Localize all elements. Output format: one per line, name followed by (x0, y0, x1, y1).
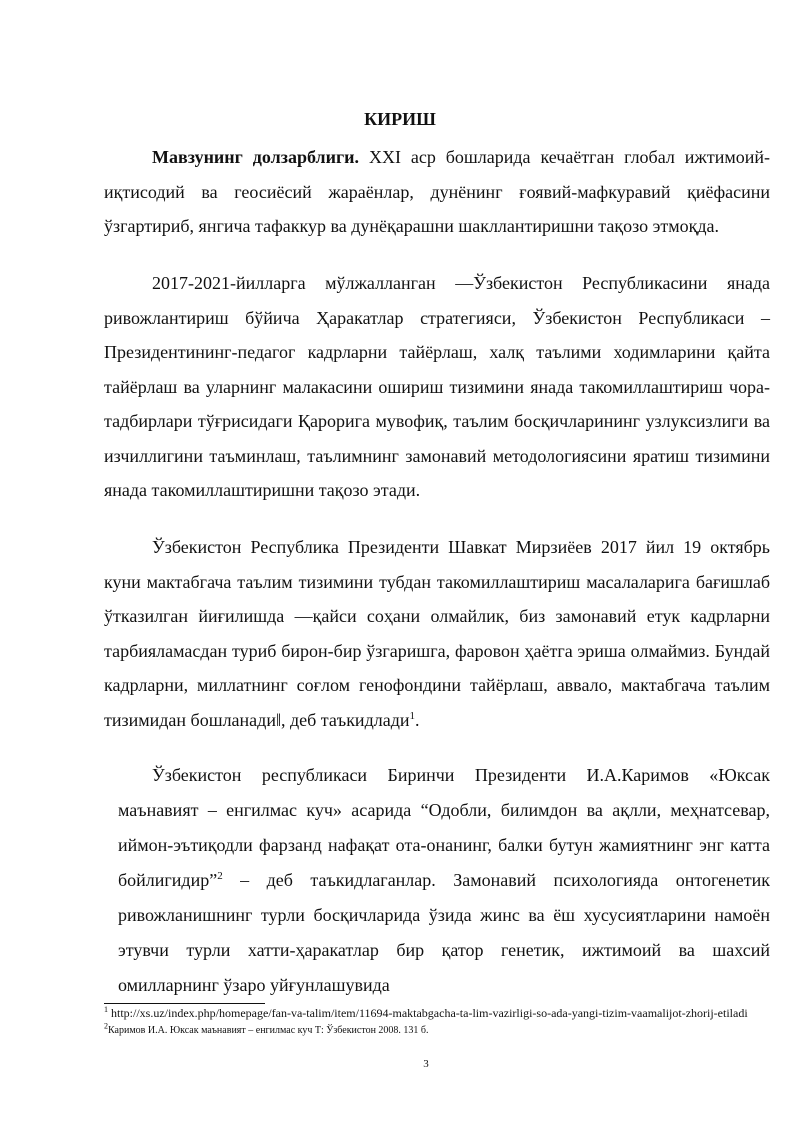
footnotes (104, 1006, 770, 1038)
paragraph-relevance (104, 140, 770, 244)
paragraph-text: XXI аср бошларида кечаётган глобал ижтимоий-иқтисодий ва геосиёсий жараёнлар, дунёнинг ғоявий-мафкуравий қиёфасини ўзгартириб, янгича тафаккур ва дунёқарашни шакллантиришни тақозо этмоқда. (104, 147, 770, 236)
paragraph-president-quote (104, 530, 770, 737)
paragraph-text-continued: – деб таъкидлаганлар. Замонавий психологияда онтогенетик ривожланишнинг турли босқичларида ўзида жинс ва ёш хусусиятларини намоён этувчи турли хатти-ҳаракатлар бир қатор генетик, ижтимоий ва шахсий омилларнинг ўзаро уйғунлашувида (118, 870, 770, 995)
paragraph-text: Ўзбекистон Республика Президенти Шавкат Мирзиёев 2017 йил 19 октябрь куни мактабгача таълим тизимини тубдан такомиллаштириш масалаларига бағишлаб ўтказилган йиғилишда ―қайси соҳани олмайлик, биз замонавий етук кадрларни тарбияламасдан туриб бирон-бир ўзгаришга, фаровон ҳаётга эриша олмаймиз. Бундай кадрларни, миллатнинг соғлом генофондини тайёрлаш, аввало, мактабгача таълим тизимидан бошланади‖, деб таъкидлади (104, 537, 770, 730)
footnote-text: http://xs.uz/index.php/homepage/fan-va-talim/item/11694-maktabgacha-ta-lim-vazirligi-so-ada-yangi-tizim-vaamalijot-zhorij-etiladi (108, 1006, 748, 1020)
paragraph-strategy: 2017-2021-йилларга мўлжалланган ―Ўзбекистон Республикасини янада ривожлантириш бўйича Ҳаракатлар стратегияси, Ўзбекистон Республикаси – Президентининг-педагог кадрларни тайёрлаш, халқ таълими ходимларини қайта тайёрлаш ва уларнинг малакасини ошириш тизимини янада такомиллаштириш чора-тадбирлари тўғрисидаги Қарорига мувофиқ, таълим босқичларининг узлуксизлиги ва изчиллигини таъминлаш, таълимнинг замонавий методологиясини яратиш тизимини янада такомиллаштиришни тақозо этади. (104, 273, 770, 500)
page-number: 3 (423, 1058, 429, 1070)
footnote-separator (104, 1003, 265, 1004)
paragraph-lead: Мавзунинг долзарблиги. (152, 147, 360, 167)
footnote-number: 1 (104, 1005, 108, 1014)
footnote-number: 2 (104, 1021, 108, 1031)
footnote-ref: 1 (409, 709, 415, 722)
footnote-2 (104, 1023, 770, 1038)
footnote-1 (104, 1006, 770, 1021)
footnote-ref: 2 (217, 870, 223, 882)
paragraph-karimov-quote (118, 758, 770, 1003)
section-heading: КИРИШ (364, 109, 436, 129)
footnote-text: Каримов И.А. Юксак маънавият – енгилмас куч Т: Ўзбекистон 2008. 131 б. (108, 1025, 429, 1036)
paragraph-text: Ўзбекистон республикаси Биринчи Президенти И.А.Каримов «Юксак маънавият – енгилмас куч» асарида “Одобли, билимдон ва ақлли, меҳнатсевар, иймон-эътиқодли фарзанд нафақат ота-онанинг, балки бутун жамиятнинг энг катта бойлигидир” (118, 765, 770, 890)
paragraph-end: . (415, 709, 420, 730)
